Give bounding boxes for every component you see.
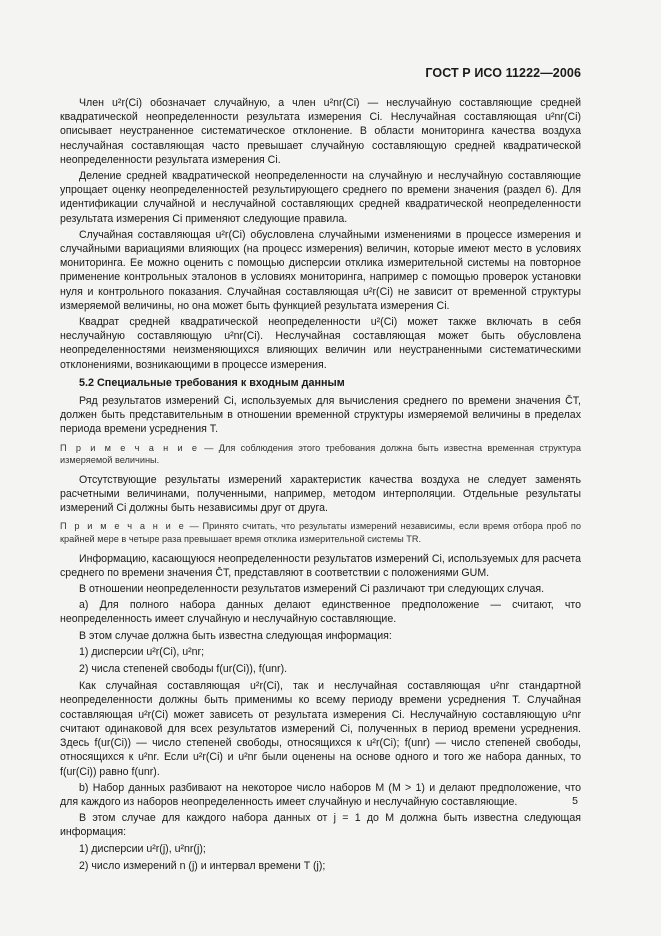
note bbox=[60, 520, 581, 545]
paragraph: а) Для полного набора данных делают единственное предположение — считают, что неопределенность имеет случайную и неслучайную составляющие. bbox=[60, 599, 581, 626]
list-item: 2) числа степеней свободы f(ur(Ci)), f(unr). bbox=[79, 663, 288, 676]
paragraph: В этом случае для каждого набора данных от j = 1 до M должна быть известна следующая информация: bbox=[60, 812, 581, 839]
note-text: — Для соблюдения этого требования должна быть известна временная структура измеряемой величины. bbox=[60, 442, 581, 466]
paragraph: Деление средней квадратической неопределенности на случайную и неслучайную составляющие упрощает оценку неопределенностей результирующего среднего по времени значения (раздел 6). Для идентификации случайной и неслучайной составляющих средней квадратической неопределенности результата измерения Ci применяют следующие правила. bbox=[60, 170, 581, 225]
note bbox=[60, 442, 581, 467]
paragraph: Член u²r(Ci) обозначает случайную, а член u²nr(Ci) — неслучайную составляющие средней квадратической неопределенности результата измерения Ci. Неслучайная составляющая u²nr(Ci) описывает неустраненное систематическое отклонение. В области мониторинга качества воздуха неслучайная составляющая часто превышает случайную составляющую средней квадратической неопределенности результата измерения Ci. bbox=[60, 97, 581, 166]
paragraph: Ряд результатов измерений Ci, используемых для вычисления среднего по времени значения C̄T, должен быть представительным в отношении временной структуры измеряемой величины в пределах периода времени усреднения T. bbox=[60, 395, 581, 436]
list-item: 1) дисперсии u²r(Ci), u²nr; bbox=[79, 645, 205, 658]
note-label: П р и м е ч а н и е bbox=[60, 521, 186, 532]
section-heading: 5.2 Специальные требования к входным данным bbox=[79, 376, 345, 389]
list-item: 1) дисперсии u²r(j), u²nr(j); bbox=[79, 842, 206, 855]
document-body bbox=[60, 96, 581, 876]
paragraph: В этом случае должна быть известна следующая информация: bbox=[79, 629, 392, 642]
paragraph: Как случайная составляющая u²r(Ci), так и неслучайная составляющая u²nr стандартной неопределенности должны быть применимы ко всему периоду времени усреднения T. Случайная составляющая u²r(Ci) может зависеть от результата измерения Ci. Неслучайную составляющую u²nr считают одинаковой для всех результатов измерений Ci, полученных в период времени усреднения. Здесь f(ur(Ci)) — число степеней свободы, относящихся к u²r(Ci); f(unr) — число степеней свободы, относящихся к u²nr. Если u²r(Ci) и u²nr были оценены на основе одного и того же набора данных, то f(ur(Ci)) равно f(unr). bbox=[60, 680, 581, 778]
paragraph: b) Набор данных разбивают на некоторое число наборов M (M > 1) и делают предположение, что для каждого из наборов неопределенность имеет случайную и неслучайную составляющие. bbox=[60, 781, 581, 808]
note-text: — Принято считать, что результаты измерений независимы, если время отбора проб по крайней мере в четыре раза превышает время отклика измерительной системы TR. bbox=[60, 521, 581, 545]
paragraph: Квадрат средней квадратической неопределенности u²(Ci) может также включать в себя неслучайную составляющую u²nr(Ci). Неслучайная составляющая может быть обусловлена неопределенностями неизменяющихся влияющих величин или неустраненными систематическими отклонениями, возникающими в процессе измерения. bbox=[60, 316, 581, 371]
list-item: 2) число измерений n (j) и интервал времени T (j); bbox=[79, 859, 326, 872]
note-label: П р и м е ч а н и е bbox=[60, 442, 200, 453]
paragraph: В отношении неопределенности результатов измерений Ci различают три следующих случая. bbox=[79, 583, 545, 596]
paragraph: Информацию, касающуюся неопределенности результатов измерений Ci, используемых для расчета среднего по времени значения C̄T, представляют в соответствии с положениями GUM. bbox=[60, 552, 581, 579]
page-number: 5 bbox=[572, 795, 578, 807]
paragraph: Случайная составляющая u²r(Ci) обусловлена случайными изменениями в процессе измерения и случайными вариациями влияющих (на процесс измерения) величин, которые имеют место в условиях мониторинга. Ее можно оценить с помощью дисперсии отклика измерительной системы на повторное применение контрольных эталонов в условиях мониторинга, например с помощью проверок установки нуля и контрольного показания. Случайная составляющая u²r(Ci) не зависит от временной структуры измеряемой величины, но она может быть функцией результата измерения Ci. bbox=[60, 228, 581, 312]
paragraph: Отсутствующие результаты измерений характеристик качества воздуха не следует заменять расчетными величинами, полученными, например, методом интерполяции. Отдельные результаты измерений Ci должны быть независимы друг от друга. bbox=[60, 473, 581, 515]
document-header: ГОСТ Р ИСО 11222—2006 bbox=[425, 66, 581, 80]
